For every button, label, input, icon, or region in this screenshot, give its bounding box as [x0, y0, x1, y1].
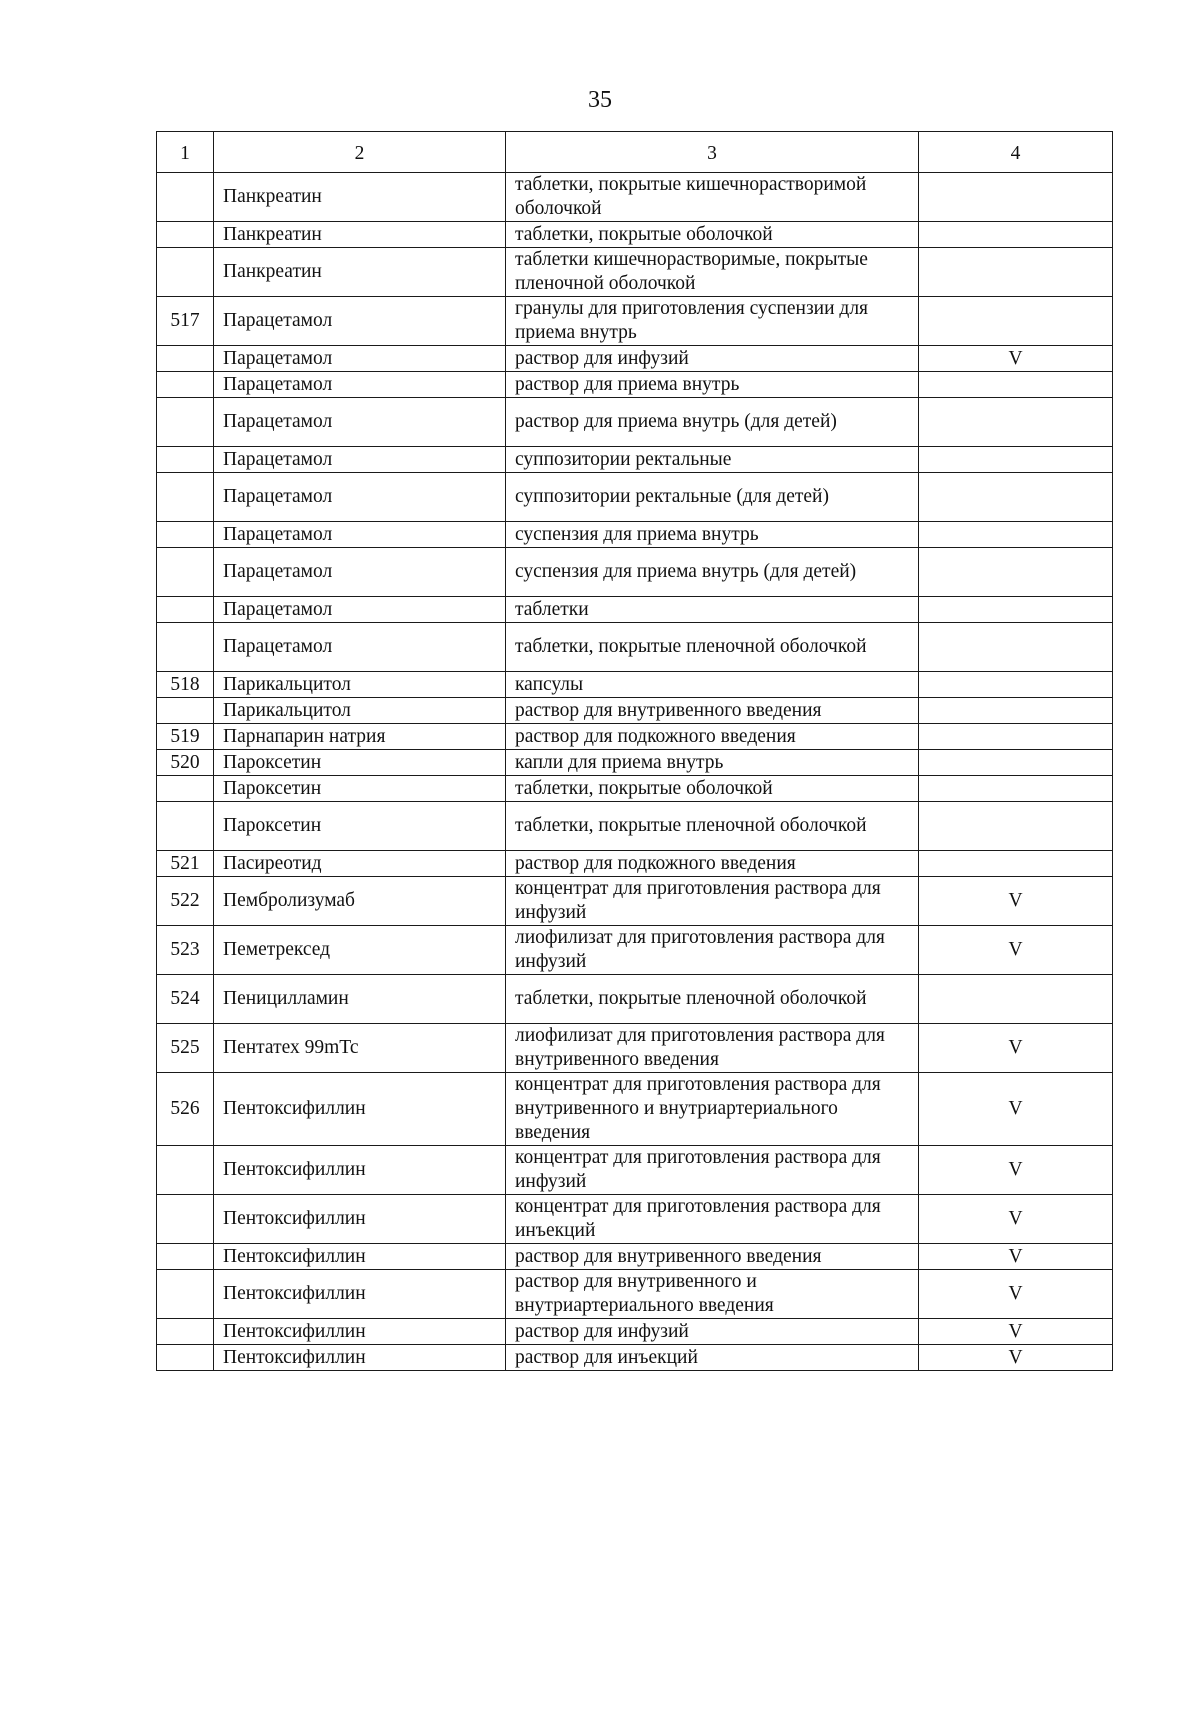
mark-cell — [919, 248, 1113, 297]
table-body — [157, 173, 1113, 1371]
mark-cell: V — [919, 1195, 1113, 1244]
table-row — [157, 1195, 1113, 1244]
table-row — [157, 372, 1113, 398]
table-row — [157, 173, 1113, 222]
mark-cell: V — [919, 1270, 1113, 1319]
page-number: 35 — [588, 87, 612, 113]
drug-name-cell: Парацетамол — [214, 297, 506, 346]
table-row — [157, 346, 1113, 372]
header-col-4: 4 — [919, 132, 1113, 173]
mark-cell: V — [919, 1244, 1113, 1270]
mark-cell: V — [919, 346, 1113, 372]
dosage-form-cell: лиофилизат для приготовления раствора для внутривенного введения — [506, 1024, 919, 1073]
drug-name-cell: Парацетамол — [214, 597, 506, 623]
drug-name-cell: Парнапарин натрия — [214, 724, 506, 750]
drug-name-cell: Пеницилламин — [214, 975, 506, 1024]
mark-cell: V — [919, 1024, 1113, 1073]
table-row — [157, 724, 1113, 750]
drug-name-cell: Панкреатин — [214, 222, 506, 248]
mark-cell: V — [919, 1345, 1113, 1371]
row-number-cell — [157, 1270, 214, 1319]
dosage-form-cell: суспензия для приема внутрь — [506, 522, 919, 548]
row-number-cell — [157, 372, 214, 398]
table-row — [157, 802, 1113, 851]
table-row — [157, 473, 1113, 522]
dosage-form-cell: лиофилизат для приготовления раствора для инфузий — [506, 926, 919, 975]
dosage-form-cell: суппозитории ректальные — [506, 447, 919, 473]
drug-name-cell: Пентоксифиллин — [214, 1195, 506, 1244]
row-number-cell: 523 — [157, 926, 214, 975]
row-number-cell — [157, 1146, 214, 1195]
drug-name-cell: Пеметрексед — [214, 926, 506, 975]
dosage-form-cell: таблетки, покрытые пленочной оболочкой — [506, 975, 919, 1024]
drug-name-cell: Парацетамол — [214, 548, 506, 597]
dosage-form-cell: таблетки, покрытые оболочкой — [506, 222, 919, 248]
drug-name-cell: Пасиреотид — [214, 851, 506, 877]
table-row — [157, 1345, 1113, 1371]
dosage-form-cell: суспензия для приема внутрь (для детей) — [506, 548, 919, 597]
table-row — [157, 1270, 1113, 1319]
row-number-cell: 518 — [157, 672, 214, 698]
row-number-cell — [157, 597, 214, 623]
dosage-form-cell: концентрат для приготовления раствора для инъекций — [506, 1195, 919, 1244]
dosage-form-cell: раствор для инфузий — [506, 346, 919, 372]
table-row — [157, 1073, 1113, 1146]
row-number-cell — [157, 802, 214, 851]
table-row — [157, 975, 1113, 1024]
drug-name-cell: Парацетамол — [214, 623, 506, 672]
mark-cell — [919, 851, 1113, 877]
row-number-cell — [157, 473, 214, 522]
table-row — [157, 623, 1113, 672]
drug-name-cell: Панкреатин — [214, 248, 506, 297]
drug-name-cell: Парацетамол — [214, 372, 506, 398]
mark-cell: V — [919, 877, 1113, 926]
drug-name-cell: Пентатех 99mTc — [214, 1024, 506, 1073]
dosage-form-cell: гранулы для приготовления суспензии для приема внутрь — [506, 297, 919, 346]
drug-name-cell: Пентоксифиллин — [214, 1244, 506, 1270]
row-number-cell — [157, 398, 214, 447]
row-number-cell — [157, 248, 214, 297]
table-row — [157, 522, 1113, 548]
drug-name-cell: Парацетамол — [214, 346, 506, 372]
table-row — [157, 698, 1113, 724]
dosage-form-cell: таблетки, покрытые оболочкой — [506, 776, 919, 802]
dosage-form-cell: капсулы — [506, 672, 919, 698]
drug-name-cell: Парацетамол — [214, 398, 506, 447]
mark-cell — [919, 222, 1113, 248]
drug-name-cell: Пентоксифиллин — [214, 1270, 506, 1319]
dosage-form-cell: суппозитории ректальные (для детей) — [506, 473, 919, 522]
row-number-cell — [157, 447, 214, 473]
row-number-cell — [157, 1319, 214, 1345]
row-number-cell — [157, 623, 214, 672]
drug-name-cell: Парацетамол — [214, 473, 506, 522]
row-number-cell: 525 — [157, 1024, 214, 1073]
mark-cell — [919, 724, 1113, 750]
mark-cell — [919, 672, 1113, 698]
row-number-cell — [157, 776, 214, 802]
row-number-cell: 524 — [157, 975, 214, 1024]
dosage-form-cell: раствор для инфузий — [506, 1319, 919, 1345]
table-row — [157, 1024, 1113, 1073]
dosage-form-cell: концентрат для приготовления раствора для инфузий — [506, 877, 919, 926]
table-row — [157, 851, 1113, 877]
row-number-cell: 519 — [157, 724, 214, 750]
drug-name-cell: Пентоксифиллин — [214, 1073, 506, 1146]
mark-cell — [919, 398, 1113, 447]
drug-name-cell: Пентоксифиллин — [214, 1345, 506, 1371]
table-row — [157, 222, 1113, 248]
row-number-cell: 520 — [157, 750, 214, 776]
mark-cell: V — [919, 1073, 1113, 1146]
mark-cell — [919, 447, 1113, 473]
row-number-cell — [157, 222, 214, 248]
dosage-form-cell: капли для приема внутрь — [506, 750, 919, 776]
drug-name-cell: Пароксетин — [214, 802, 506, 851]
drug-name-cell: Пароксетин — [214, 750, 506, 776]
dosage-form-cell: раствор для инъекций — [506, 1345, 919, 1371]
dosage-form-cell: раствор для приема внутрь — [506, 372, 919, 398]
header-col-2: 2 — [214, 132, 506, 173]
row-number-cell — [157, 1244, 214, 1270]
mark-cell — [919, 548, 1113, 597]
mark-cell — [919, 473, 1113, 522]
dosage-form-cell: раствор для подкожного введения — [506, 851, 919, 877]
table-row — [157, 877, 1113, 926]
dosage-form-cell: раствор для внутривенного введения — [506, 698, 919, 724]
mark-cell: V — [919, 1146, 1113, 1195]
table-row — [157, 297, 1113, 346]
drug-name-cell: Панкреатин — [214, 173, 506, 222]
row-number-cell — [157, 1195, 214, 1244]
table-row — [157, 776, 1113, 802]
row-number-cell — [157, 548, 214, 597]
row-number-cell: 522 — [157, 877, 214, 926]
drug-name-cell: Парикальцитол — [214, 698, 506, 724]
table-row — [157, 1319, 1113, 1345]
table-row — [157, 672, 1113, 698]
mark-cell — [919, 522, 1113, 548]
dosage-form-cell: таблетки, покрытые пленочной оболочкой — [506, 623, 919, 672]
row-number-cell — [157, 698, 214, 724]
dosage-form-cell: таблетки кишечнорастворимые, покрытые пленочной оболочкой — [506, 248, 919, 297]
row-number-cell — [157, 1345, 214, 1371]
table-row — [157, 248, 1113, 297]
mark-cell — [919, 597, 1113, 623]
table-row — [157, 1146, 1113, 1195]
table-row — [157, 447, 1113, 473]
mark-cell — [919, 173, 1113, 222]
dosage-form-cell: таблетки — [506, 597, 919, 623]
dosage-form-cell: раствор для подкожного введения — [506, 724, 919, 750]
mark-cell — [919, 698, 1113, 724]
row-number-cell: 526 — [157, 1073, 214, 1146]
mark-cell: V — [919, 1319, 1113, 1345]
mark-cell — [919, 372, 1113, 398]
mark-cell — [919, 623, 1113, 672]
table-row — [157, 750, 1113, 776]
table-header — [157, 132, 1113, 173]
mark-cell — [919, 802, 1113, 851]
dosage-form-cell: концентрат для приготовления раствора для инфузий — [506, 1146, 919, 1195]
dosage-form-cell: раствор для внутривенного введения — [506, 1244, 919, 1270]
drug-name-cell: Пентоксифиллин — [214, 1319, 506, 1345]
dosage-form-cell: таблетки, покрытые кишечнорастворимой оболочкой — [506, 173, 919, 222]
table-row — [157, 548, 1113, 597]
mark-cell: V — [919, 926, 1113, 975]
row-number-cell — [157, 173, 214, 222]
dosage-form-cell: концентрат для приготовления раствора для внутривенного и внутриартериального введения — [506, 1073, 919, 1146]
mark-cell — [919, 297, 1113, 346]
mark-cell — [919, 776, 1113, 802]
table-row — [157, 597, 1113, 623]
dosage-form-cell: раствор для приема внутрь (для детей) — [506, 398, 919, 447]
row-number-cell: 517 — [157, 297, 214, 346]
table-row — [157, 398, 1113, 447]
mark-cell — [919, 975, 1113, 1024]
drug-name-cell: Пароксетин — [214, 776, 506, 802]
header-col-1: 1 — [157, 132, 214, 173]
drug-name-cell: Парикальцитол — [214, 672, 506, 698]
header-col-3: 3 — [506, 132, 919, 173]
header-row — [157, 132, 1113, 173]
dosage-form-cell: раствор для внутривенного и внутриартериального введения — [506, 1270, 919, 1319]
drug-table — [156, 131, 1113, 1371]
drug-name-cell: Пентоксифиллин — [214, 1146, 506, 1195]
table-row — [157, 1244, 1113, 1270]
row-number-cell — [157, 522, 214, 548]
drug-name-cell: Парацетамол — [214, 522, 506, 548]
row-number-cell — [157, 346, 214, 372]
table-row — [157, 926, 1113, 975]
row-number-cell: 521 — [157, 851, 214, 877]
drug-name-cell: Парацетамол — [214, 447, 506, 473]
mark-cell — [919, 750, 1113, 776]
drug-name-cell: Пембролизумаб — [214, 877, 506, 926]
dosage-form-cell: таблетки, покрытые пленочной оболочкой — [506, 802, 919, 851]
